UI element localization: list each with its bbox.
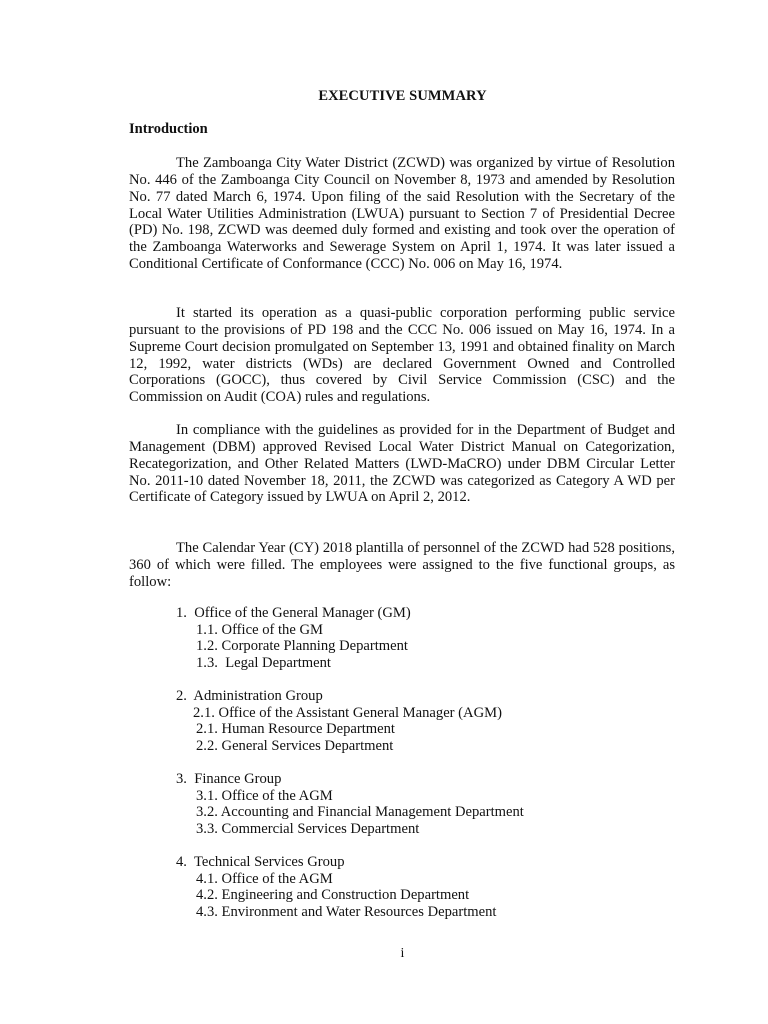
group-item: 3.3. Commercial Services Department [196,820,420,837]
paragraph-organization: The Zamboanga City Water District (ZCWD) was organized by virtue of Resolution No. 446 of the Zamboanga City Council on November 8, 1973 and amended by Resolution No. 77 dated March 6, 1974. Upon filing of the said Resolution with the Secretary of the Local Water Utilities Administration (LWUA) pursuant to Section 7 of Presidential Decree (PD) No. 198, ZCWD was deemed duly formed and existing and took over the operation of the Zamboanga Waterworks and Sewerage System on April 1, 1974. It was later issued a Conditional Certificate of Conformance (CCC) No. 006 on May 16, 1974. [129,155,675,273]
functional-group-2 [176,688,502,754]
group-item: 1.2. Corporate Planning Department [196,638,408,655]
paragraph-operation: It started its operation as a quasi-public corporation performing public service pursuant to the provisions of PD 198 and the CCC No. 006 issued on May 16, 1974. In a Supreme Court decision promulgated on September 13, 1991 and obtained finality on March 12, 1992, water districts (WDs) are declared Government Owned and Controlled Corporations (GOCC), thus covered by Civil Service Commission (CSC) and the Commission on Audit (COA) rules and regulations. [129,305,675,406]
paragraph-categorization: In compliance with the guidelines as provided for in the Department of Budget and Management (DBM) approved Revised Local Water District Manual on Categorization, Recategorization, and Other Related Matters (LWD-MaCRO) under DBM Circular Letter No. 2011-10 dated November 18, 2011, the ZCWD was categorized as Category A WD per Certificate of Category issued by LWUA on April 2, 2012. [129,422,675,506]
paragraph-plantilla: The Calendar Year (CY) 2018 plantilla of personnel of the ZCWD had 528 positions, 360 of which were filled. The employees were assigned to the five functional groups, as follow: [129,540,675,590]
group-title: 4. Technical Services Group [176,854,345,870]
group-item: 3.2. Accounting and Financial Management Department [196,804,524,821]
group-item: 2.2. General Services Department [196,737,394,754]
group-item: 4.1. Office of the AGM [196,870,333,887]
functional-group-4 [176,854,496,920]
section-heading: Introduction [129,121,208,137]
group-item: 1.1. Office of the GM [196,621,323,638]
functional-group-3 [176,771,524,837]
group-title: 1. Office of the General Manager (GM) [176,605,411,621]
group-item: 2.1. Human Resource Department [196,721,395,738]
page-title: EXECUTIVE SUMMARY [318,88,487,104]
group-item: 2.1. Office of the Assistant General Manager (AGM) [193,704,502,721]
functional-group-1 [176,605,411,671]
group-item: 4.2. Engineering and Construction Department [196,887,470,904]
group-item: 1.3. Legal Department [196,654,331,671]
group-title: 2. Administration Group [176,688,323,704]
group-item: 3.1. Office of the AGM [196,787,333,804]
group-title: 3. Finance Group [176,771,282,787]
page-number: i [400,946,405,961]
group-item: 4.3. Environment and Water Resources Department [196,903,497,920]
